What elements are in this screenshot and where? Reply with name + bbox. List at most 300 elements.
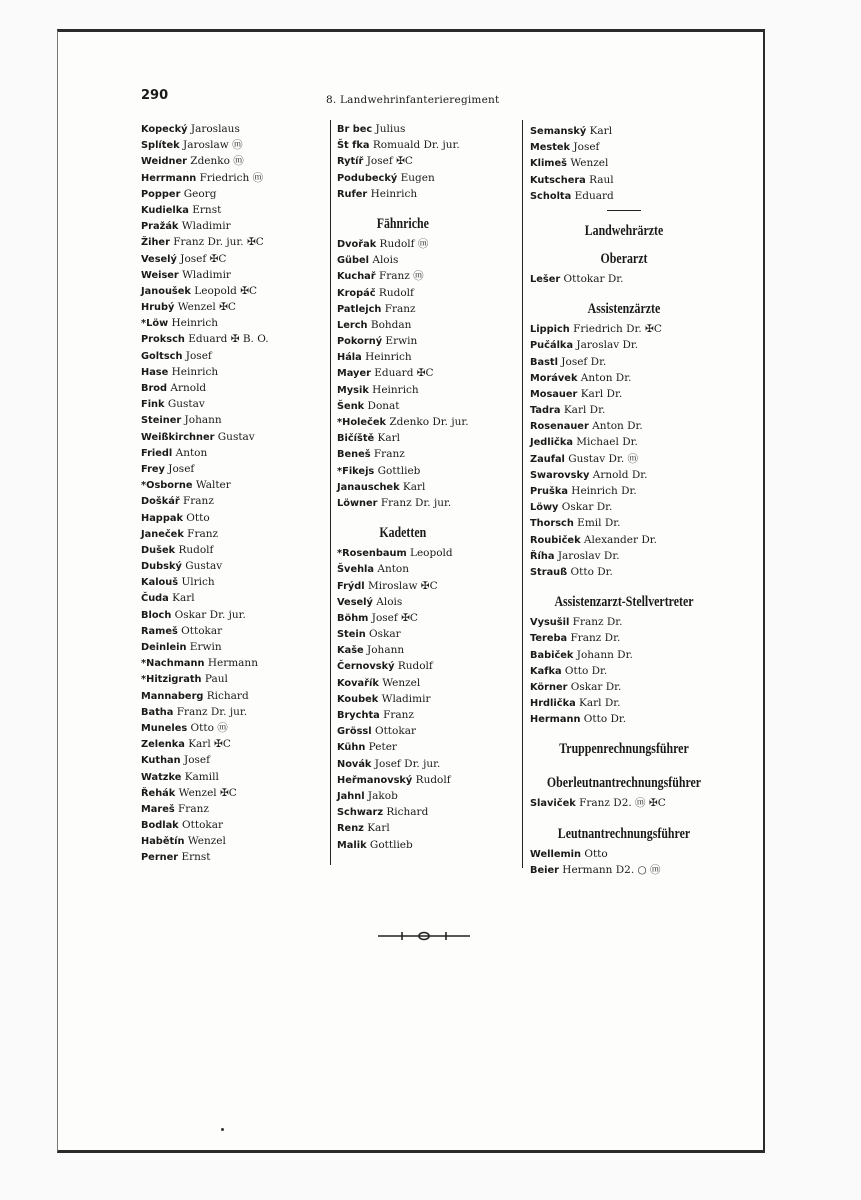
- roster-column-3: [530, 123, 718, 878]
- entry-given-name: Gottlieb: [366, 838, 413, 851]
- entry-surname: Bodlak: [141, 820, 179, 832]
- roster-entry: [141, 429, 269, 445]
- roster-entry: [337, 495, 469, 511]
- entry-surname: Weiser: [141, 269, 179, 281]
- entry-surname: Morávek: [530, 372, 578, 384]
- roster-entry: [530, 647, 718, 663]
- entry-surname: Bastl: [530, 356, 558, 368]
- entry-surname: Mayer: [337, 368, 371, 380]
- entry-surname: Dušek: [141, 544, 176, 556]
- roster-entry: [337, 723, 469, 739]
- roster-entry: [337, 349, 469, 365]
- entry-surname: Goltsch: [141, 350, 183, 362]
- entry-given-name: Oskar Dr. jur.: [171, 608, 246, 621]
- entry-surname: Kafka: [530, 665, 562, 677]
- entry-given-name: Leopold: [406, 547, 453, 560]
- entry-given-name: Otto Dr.: [580, 713, 627, 726]
- entry-surname: Beier: [530, 864, 559, 876]
- entry-given-name: Josef Dr.: [557, 355, 607, 368]
- entry-given-name: Gustav Dr. ⓜ: [564, 452, 639, 465]
- entry-given-name: Wenzel: [567, 157, 609, 170]
- roster-entry: [530, 188, 718, 204]
- entry-surname: Lippich: [530, 324, 570, 336]
- entry-given-name: Eugen: [397, 171, 435, 184]
- entry-surname: Strauß: [530, 566, 568, 578]
- entry-given-name: Oskar: [365, 628, 401, 641]
- entry-surname: Proksch: [141, 334, 185, 346]
- entry-given-name: Franz: [179, 495, 214, 508]
- roster-entry: [141, 364, 269, 380]
- roster-entry: [530, 483, 718, 499]
- roster-entry: [141, 720, 269, 736]
- entry-surname: Scholta: [530, 190, 572, 202]
- roster-entry: [141, 251, 269, 267]
- entry-given-name: Heinrich: [168, 317, 219, 330]
- entry-surname: Herrmann: [141, 172, 197, 184]
- entry-given-name: Georg: [180, 187, 217, 200]
- roster-entry: [337, 772, 469, 788]
- entry-surname: Deinlein: [141, 642, 187, 653]
- roster-entry: [141, 688, 269, 704]
- entry-surname: Kutschera: [530, 174, 586, 186]
- entry-given-name: Richard: [383, 806, 429, 819]
- roster-entry: [337, 658, 469, 674]
- roster-entry: [530, 370, 718, 386]
- entry-given-name: Arnold Dr.: [589, 468, 648, 481]
- entry-surname: Grössl: [337, 726, 372, 738]
- entry-given-name: Josef Dr. jur.: [371, 757, 441, 770]
- entry-surname: Popper: [141, 188, 181, 200]
- entry-given-name: Franz ⓜ: [375, 270, 424, 283]
- entry-given-name: Oskar Dr.: [558, 501, 613, 514]
- roster-entry: [337, 398, 469, 414]
- entry-given-name: Franz: [370, 448, 405, 461]
- entry-given-name: Jaroslav Dr.: [554, 549, 620, 562]
- roster-entry: [337, 121, 469, 137]
- entry-surname: Mysik: [337, 384, 369, 396]
- entry-surname: Rameš: [141, 625, 178, 637]
- entry-given-name: Gustav: [181, 560, 223, 573]
- entry-surname: Novák: [337, 758, 372, 770]
- entry-surname: Janoušek: [141, 285, 191, 297]
- roster-entry: [141, 639, 269, 655]
- roster-entry: [337, 137, 469, 153]
- roster-entry: [530, 663, 718, 679]
- entry-given-name: Rudolf: [394, 660, 433, 673]
- entry-surname: Hrdlička: [530, 698, 576, 710]
- entry-given-name: Miroslaw ✠C: [364, 579, 438, 592]
- roster-entry: [337, 236, 469, 252]
- entry-given-name: Karl Dr.: [560, 404, 606, 417]
- section-heading: Assistenzarzt-Stellvertreter: [554, 594, 694, 611]
- entry-surname: Pokorný: [337, 336, 383, 348]
- entry-surname: Hrubý: [141, 302, 175, 314]
- roster-entry: [530, 614, 718, 630]
- roster-entry: [141, 526, 269, 542]
- entry-given-name: Karl: [374, 432, 400, 445]
- roster-entry: [337, 333, 469, 349]
- entry-surname: Heřmanovský: [337, 774, 413, 786]
- entry-given-name: Richard: [203, 689, 249, 702]
- entry-given-name: Karl ✠C: [184, 738, 231, 751]
- roster-entry: [141, 315, 269, 331]
- entry-surname: Gübel: [337, 255, 370, 267]
- entry-given-name: Wenzel: [184, 835, 226, 848]
- roster-entry: [141, 736, 269, 752]
- roster-entry: [530, 630, 718, 646]
- entry-given-name: Gottlieb: [374, 464, 421, 477]
- entry-given-name: Wladimir: [178, 220, 231, 233]
- entry-given-name: Jakob: [364, 789, 398, 802]
- roster-entry: [141, 234, 269, 250]
- entry-given-name: Karl: [586, 125, 613, 137]
- roster-entry: [141, 574, 269, 590]
- entry-given-name: Bohdan: [367, 318, 412, 331]
- entry-given-name: Otto: [182, 511, 210, 524]
- entry-given-name: Gustav: [164, 398, 205, 411]
- roster-entry: [530, 123, 718, 139]
- entry-given-name: Hermann D2. ○ ⓜ: [558, 863, 661, 876]
- entry-given-name: Gustav: [214, 430, 255, 443]
- entry-given-name: Ottokar: [178, 819, 224, 832]
- entry-surname: Böhm: [337, 612, 369, 624]
- entry-given-name: Franz Dr. jur.: [377, 496, 452, 509]
- entry-given-name: Wladimir: [178, 268, 231, 281]
- roster-entry: [530, 402, 718, 418]
- roster-entry: [337, 739, 469, 755]
- entry-surname: Mareš: [141, 803, 175, 815]
- entry-given-name: Anton Dr.: [588, 420, 643, 433]
- entry-surname: Frey: [141, 463, 165, 475]
- entry-surname: Kropáč: [337, 287, 376, 299]
- entry-surname: Koubek: [337, 693, 379, 705]
- roster-entry: [530, 451, 718, 467]
- entry-surname: Žiher: [141, 237, 170, 249]
- entry-surname: Čuda: [141, 593, 169, 605]
- roster-entry: [530, 548, 718, 564]
- roster-entry: [141, 283, 269, 299]
- roster-entry: [141, 558, 269, 574]
- entry-surname: Pruška: [530, 486, 568, 497]
- entry-given-name: Franz Dr.: [569, 616, 623, 629]
- roster-entry: [337, 430, 469, 446]
- entry-given-name: Donat: [364, 399, 400, 412]
- entry-surname: Malik: [337, 839, 367, 851]
- roster-entry: [141, 412, 269, 428]
- roster-entry: [141, 202, 269, 218]
- roster-entry: [530, 271, 718, 287]
- entry-given-name: Jaroslaw ⓜ: [179, 139, 243, 152]
- entry-given-name: Anton: [172, 446, 208, 459]
- roster-entry: [141, 607, 269, 623]
- entry-surname: Batha: [141, 706, 174, 718]
- entry-given-name: Zdenko ⓜ: [186, 155, 244, 168]
- entry-given-name: Eduard: [571, 189, 614, 202]
- entry-surname: Mosauer: [530, 388, 578, 400]
- entry-surname: Br bec: [337, 124, 373, 135]
- roster-entry: [141, 331, 269, 347]
- entry-surname: Splítek: [141, 140, 180, 152]
- entry-surname: *Holeček: [337, 417, 387, 428]
- roster-entry: [141, 752, 269, 768]
- roster-entry: [337, 756, 469, 772]
- roster-entry: [530, 386, 718, 402]
- roster-entry: [337, 691, 469, 707]
- entry-given-name: Jaroslav Dr.: [573, 339, 639, 352]
- entry-given-name: Erwin: [382, 335, 418, 348]
- roster-entry: [337, 301, 469, 317]
- entry-surname: Šenk: [337, 400, 365, 412]
- roster-entry: [530, 337, 718, 353]
- entry-surname: Mannaberg: [141, 690, 204, 702]
- ink-speck: [221, 1128, 224, 1131]
- entry-given-name: Arnold: [167, 382, 207, 394]
- roster-entry: [530, 434, 718, 450]
- entry-given-name: Franz D2. ⓜ ✠C: [575, 797, 666, 810]
- roster-entry: [530, 532, 718, 548]
- entry-surname: Janeček: [141, 528, 184, 540]
- entry-given-name: Wenzel: [378, 676, 421, 689]
- column-divider: [330, 120, 331, 865]
- roster-entry: [141, 267, 269, 283]
- roster-entry: [337, 788, 469, 804]
- roster-entry: [530, 321, 718, 337]
- entry-given-name: Ottokar: [177, 624, 223, 637]
- entry-surname: Janauschek: [337, 481, 400, 493]
- entry-given-name: Rudolf ⓜ: [376, 237, 429, 250]
- roster-entry: [141, 170, 269, 186]
- entry-given-name: Zdenko Dr. jur.: [386, 416, 469, 428]
- entry-given-name: Ottokar: [371, 725, 416, 738]
- roster-entry: [141, 461, 269, 477]
- entry-surname: Renz: [337, 823, 364, 835]
- entry-surname: Weißkirchner: [141, 431, 215, 443]
- entry-surname: Dvořak: [337, 238, 377, 250]
- entry-given-name: Karl Dr.: [575, 697, 621, 710]
- entry-surname: Říha: [530, 550, 555, 562]
- roster-entry: [530, 418, 718, 434]
- section-rule: [607, 210, 641, 211]
- entry-given-name: Eduard ✠C: [370, 367, 434, 380]
- entry-surname: Weidner: [141, 156, 187, 168]
- entry-surname: Hase: [141, 366, 169, 378]
- entry-surname: *Fikejs: [337, 465, 375, 477]
- end-ornament: [378, 930, 470, 942]
- entry-given-name: Michael Dr.: [572, 436, 638, 449]
- roster-entry: [141, 785, 269, 801]
- entry-given-name: Josef: [180, 754, 210, 767]
- entry-surname: Frýdl: [337, 580, 365, 592]
- roster-entry: [337, 414, 469, 430]
- entry-given-name: Josef ✠C: [176, 252, 227, 265]
- entry-surname: Rytíř: [337, 156, 364, 168]
- entry-surname: Patlejch: [337, 303, 382, 315]
- entry-surname: Beneš: [337, 449, 371, 461]
- section-heading: Fähnriche: [376, 215, 429, 232]
- entry-given-name: Karl: [363, 822, 390, 835]
- roster-entry: [141, 299, 269, 315]
- section-heading: Leutnantrechnungsführer: [557, 825, 691, 842]
- entry-surname: Watzke: [141, 771, 182, 783]
- entry-surname: Körner: [530, 681, 568, 693]
- entry-surname: Roubiček: [530, 534, 581, 546]
- roster-entry: [141, 590, 269, 606]
- roster-entry: [337, 365, 469, 381]
- entry-given-name: Peter: [365, 741, 397, 754]
- entry-given-name: Alois: [369, 254, 399, 267]
- section-heading: Truppenrechnungsführer: [559, 741, 689, 758]
- entry-given-name: Alois: [372, 595, 403, 608]
- roster-entry: [530, 155, 718, 171]
- roster-entry: [337, 285, 469, 301]
- entry-given-name: Rudolf: [412, 773, 451, 786]
- entry-surname: *Löw: [141, 318, 169, 330]
- roster-entry: [141, 396, 269, 412]
- entry-surname: Švehla: [337, 564, 375, 576]
- roster-entry: [141, 833, 269, 849]
- entry-given-name: Ottokar Dr.: [560, 272, 624, 285]
- roster-entry: [141, 218, 269, 234]
- entry-given-name: Jaroslaus: [187, 123, 240, 135]
- entry-given-name: Karl: [168, 592, 195, 605]
- entry-surname: *Osborne: [141, 480, 193, 492]
- entry-surname: Vysušil: [530, 617, 570, 629]
- entry-given-name: Oskar Dr.: [567, 680, 622, 693]
- entry-surname: Veselý: [337, 596, 373, 608]
- entry-given-name: Franz Dr.: [567, 632, 621, 645]
- entry-surname: Št fka: [337, 140, 370, 152]
- section-heading: Oberarzt: [600, 250, 648, 267]
- entry-given-name: Wenzel ✠C: [174, 301, 236, 314]
- roster-entry: [141, 769, 269, 785]
- entry-surname: Pučálka: [530, 340, 574, 352]
- entry-given-name: Eduard ✠ B. O.: [184, 333, 269, 346]
- entry-surname: Steiner: [141, 415, 182, 427]
- entry-given-name: Paul: [201, 673, 228, 686]
- entry-surname: Doškář: [141, 496, 180, 508]
- roster-entry: [337, 594, 469, 610]
- entry-given-name: Erwin: [186, 641, 222, 653]
- page-number: 290: [141, 88, 169, 103]
- entry-surname: Lešer: [530, 273, 561, 285]
- entry-surname: Babiček: [530, 649, 574, 661]
- entry-surname: Dubský: [141, 561, 182, 573]
- entry-surname: Löwy: [530, 502, 559, 514]
- entry-given-name: Ulrich: [178, 576, 215, 589]
- entry-surname: Veselý: [141, 253, 177, 265]
- roster-entry: [141, 542, 269, 558]
- entry-surname: Perner: [141, 852, 179, 864]
- roster-entry: [337, 837, 469, 853]
- entry-surname: Schwarz: [337, 807, 384, 819]
- entry-given-name: Leopold ✠C: [190, 284, 258, 297]
- roster-entry: [141, 153, 269, 169]
- entry-given-name: Karl Dr.: [577, 387, 623, 400]
- entry-surname: Wellemin: [530, 848, 582, 860]
- entry-surname: Bičíště: [337, 433, 375, 445]
- entry-surname: Kühn: [337, 742, 366, 754]
- entry-given-name: Heinrich: [368, 383, 419, 396]
- roster-entry: [530, 172, 718, 188]
- roster-entry: [530, 795, 718, 811]
- section-heading: Assistenzärzte: [587, 301, 661, 318]
- entry-given-name: Wladimir: [378, 692, 431, 705]
- entry-given-name: Franz: [381, 302, 416, 315]
- roster-entry: [337, 561, 469, 577]
- entry-surname: Rufer: [337, 188, 368, 200]
- entry-given-name: Franz: [174, 802, 209, 815]
- entry-surname: Klimeš: [530, 158, 567, 170]
- entry-given-name: Josef: [164, 462, 195, 475]
- entry-given-name: Friedrich ⓜ: [196, 171, 264, 184]
- roster-entry: [530, 354, 718, 370]
- roster-entry: [141, 477, 269, 493]
- entry-given-name: Romuald Dr. jur.: [369, 139, 460, 152]
- roster-entry: [337, 675, 469, 691]
- entry-surname: Rosenauer: [530, 421, 589, 433]
- roster-entry: [337, 610, 469, 626]
- entry-surname: Mestek: [530, 142, 571, 154]
- roster-entry: [337, 463, 469, 479]
- roster-entry: [530, 139, 718, 155]
- roster-entry: [141, 801, 269, 817]
- roster-column-2: [337, 121, 469, 853]
- entry-given-name: Johann: [181, 414, 222, 427]
- roster-entry: [337, 820, 469, 836]
- roster-entry: [530, 711, 718, 727]
- entry-given-name: Kamill: [181, 770, 219, 783]
- entry-surname: Fink: [141, 399, 165, 411]
- section-heading: Landwehrärzte: [584, 222, 664, 239]
- roster-entry: [141, 849, 269, 865]
- entry-given-name: Emil Dr.: [573, 517, 621, 530]
- entry-surname: Tadra: [530, 405, 561, 417]
- roster-entry: [337, 446, 469, 462]
- entry-given-name: Otto Dr.: [567, 565, 613, 578]
- entry-given-name: Franz: [183, 527, 219, 540]
- roster-entry: [337, 479, 469, 495]
- entry-given-name: Raul: [585, 173, 614, 186]
- entry-surname: Podubecký: [337, 172, 398, 184]
- roster-entry: [337, 186, 469, 202]
- entry-given-name: Johann Dr.: [573, 648, 633, 661]
- roster-entry: [337, 626, 469, 642]
- entry-given-name: Rudolf: [175, 543, 214, 556]
- entry-surname: Kopecký: [141, 124, 188, 135]
- entry-surname: Muneles: [141, 722, 188, 734]
- entry-surname: Tereba: [530, 633, 568, 645]
- entry-given-name: Friedrich Dr. ✠C: [569, 323, 662, 336]
- roster-entry: [337, 252, 469, 268]
- roster-entry: [530, 862, 718, 878]
- entry-given-name: Franz Dr. jur. ✠C: [169, 236, 264, 249]
- entry-surname: Friedl: [141, 447, 173, 459]
- entry-surname: *Nachmann: [141, 658, 205, 670]
- entry-surname: Zaufal: [530, 453, 565, 465]
- entry-given-name: Alexander Dr.: [580, 533, 657, 546]
- section-heading: Kadetten: [379, 525, 427, 542]
- entry-surname: *Hitzigrath: [141, 674, 202, 686]
- roster-entry: [141, 445, 269, 461]
- roster-entry: [141, 655, 269, 671]
- roster-entry: [337, 578, 469, 594]
- entry-given-name: Anton: [374, 563, 410, 576]
- entry-given-name: Heinrich: [367, 187, 418, 200]
- roster-entry: [337, 545, 469, 561]
- entry-given-name: Heinrich: [361, 351, 412, 364]
- section-heading: Oberleutnantrechnungsführer: [546, 775, 702, 792]
- roster-entry: [530, 695, 718, 711]
